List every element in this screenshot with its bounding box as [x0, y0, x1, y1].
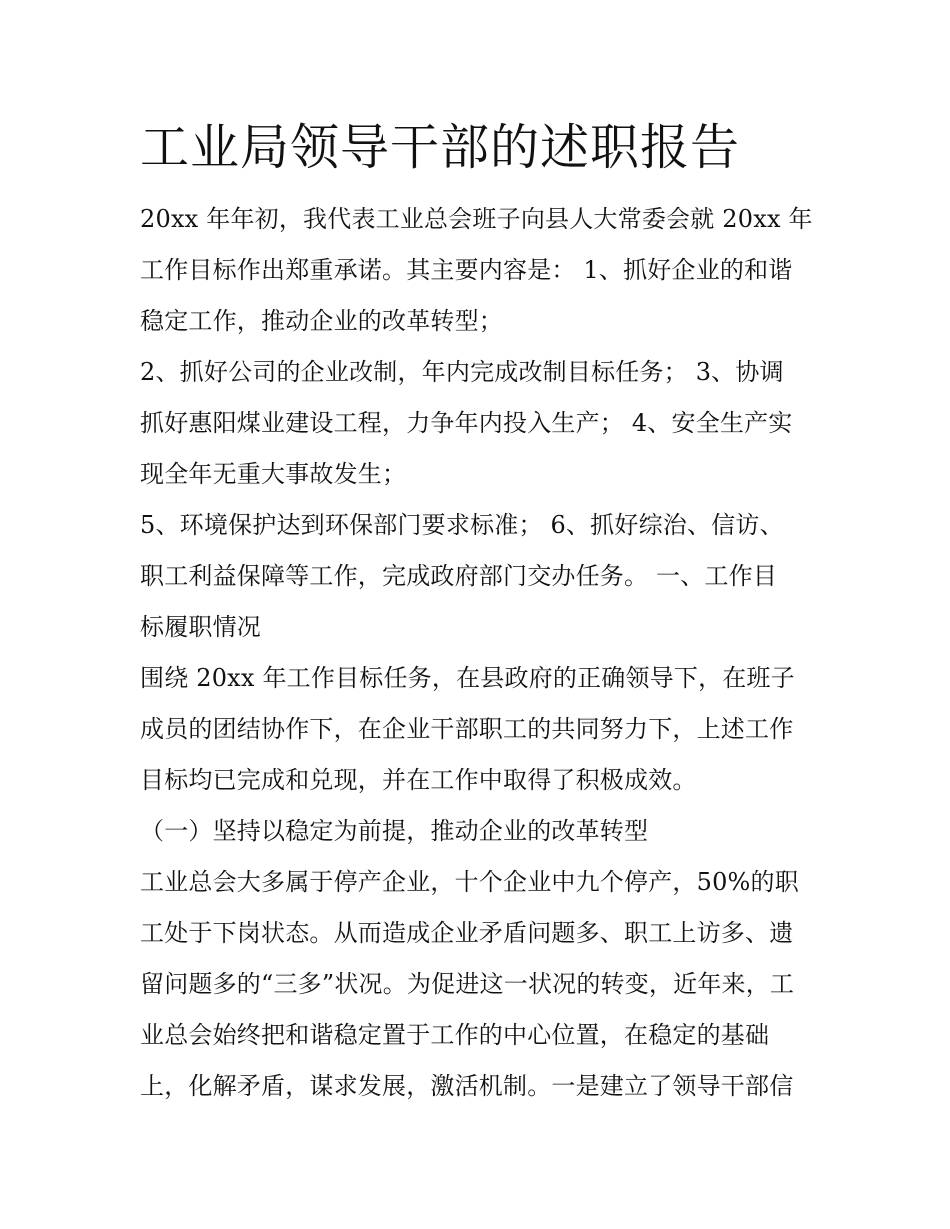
text-line: 稳定工作，推动企业的改革转型；: [140, 307, 503, 335]
text-line: 标履职情况: [140, 613, 261, 641]
text-line: 工业总会大多属于停产企业，十个企业中九个停产，50%的职: [140, 868, 799, 896]
text-line: 现全年无重大事故发生；: [140, 460, 407, 488]
text-line: 20xx 年年初，我代表工业总会班子向县人大常委会就 20xx 年: [140, 205, 813, 233]
text-line: 2、抓好公司的企业改制，年内完成改制目标任务； 3、协调: [140, 358, 784, 386]
text-line: 成员的团结协作下，在企业干部职工的共同努力下，上述工作: [140, 715, 794, 743]
document-title: 工业局领导干部的述职报告: [140, 119, 741, 176]
text-line: 5、环境保护达到环保部门要求标准； 6、抓好综治、信访、: [140, 511, 784, 539]
text-line: 目标均已完成和兑现，并在工作中取得了积极成效。: [140, 766, 697, 794]
text-line: 围绕 20xx 年工作目标任务，在县政府的正确领导下，在班子: [140, 664, 795, 692]
section-heading: （一）坚持以稳定为前提，推动企业的改革转型: [140, 817, 649, 845]
document-body: [140, 112, 820, 1112]
text-line: 职工利益保障等工作，完成政府部门交办任务。 一、工作目: [140, 562, 778, 590]
text-line: 抓好惠阳煤业建设工程，力争年内投入生产； 4、安全生产实: [140, 409, 793, 437]
text-line: 工作目标作出郑重承诺。其主要内容是： 1、抓好企业的和谐: [140, 256, 793, 284]
text-line: 工处于下岗状态。从而造成企业矛盾问题多、职工上访多、遗: [140, 919, 794, 947]
text-line: 业总会始终把和谐稳定置于工作的中心位置，在稳定的基础: [140, 1021, 770, 1049]
text-line: 留问题多的“三多”状况。为促进这一状况的转变，近年来，工: [140, 970, 795, 998]
text-line: 上，化解矛盾，谋求发展，激活机制。一是建立了领导干部信: [140, 1072, 794, 1100]
